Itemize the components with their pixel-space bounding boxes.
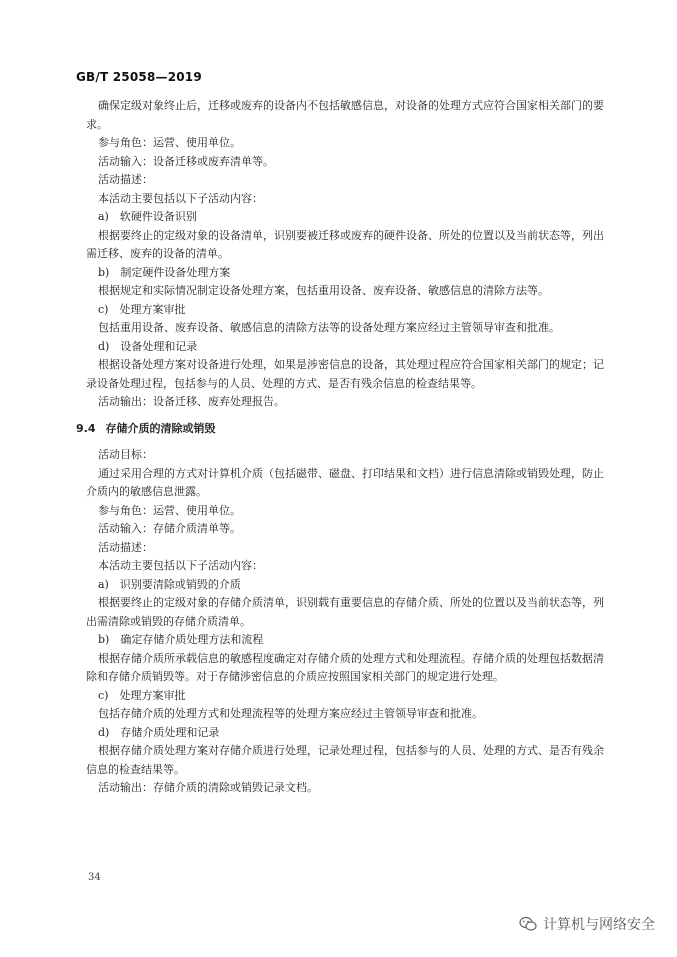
list-item-heading: a) 识别要清除或销毁的介质 <box>98 577 241 591</box>
watermark <box>519 914 655 934</box>
page-number: 34 <box>88 872 101 883</box>
paragraph: 包括重用设备、废弃设备、敏感信息的清除方法等的设备处理方案应经过主管领导审查和批准。 <box>98 321 560 334</box>
bottom-paragraphs <box>86 446 606 798</box>
list-item-heading: b) 确定存储介质处理方法和流程 <box>98 633 264 646</box>
paragraph: 包括存储介质的处理方式和处理流程等的处理方案应经过主管领导审查和批准。 <box>98 707 483 720</box>
paragraph: 确保定级对象终止后，迁移或废弃的设备内不包括敏感信息，对设备的处理方式应符合国家相关部门的要求。 <box>86 99 604 131</box>
list-item-heading: b) 制定硬件设备处理方案 <box>98 265 231 279</box>
page-content <box>76 97 606 798</box>
paragraph: 本活动主要包括以下子活动内容： <box>98 191 263 205</box>
section-heading <box>76 420 606 439</box>
top-paragraphs <box>86 97 606 412</box>
section-title: 存储介质的清除或销毁 <box>105 421 216 435</box>
wechat-icon <box>519 916 537 932</box>
paragraph: 根据规定和实际情况制定设备处理方案，包括重用设备、废弃设备、敏感信息的清除方法等。 <box>98 284 549 297</box>
paragraph: 活动输入：设备迁移或废弃清单等。 <box>98 154 274 168</box>
paragraph: 参与角色：运营、使用单位。 <box>98 503 241 517</box>
paragraph: 活动描述： <box>98 540 153 554</box>
paragraph: 本活动主要包括以下子活动内容： <box>98 559 263 572</box>
watermark-text: 计算机与网络安全 <box>543 917 655 933</box>
standard-header: GB/T 25058—2019 <box>76 70 202 84</box>
paragraph: 通过采用合理的方式对计算机介质（包括磁带、磁盘、打印结果和文档）进行信息清除或销毁处理，防止介质内的敏感信息泄露。 <box>86 466 604 498</box>
list-item-heading: d) 存储介质处理和记录 <box>98 725 220 739</box>
paragraph: 活动输出：存储介质的清除或销毁记录文档。 <box>98 781 318 794</box>
paragraph: 活动目标： <box>98 448 153 461</box>
paragraph: 活动输出：设备迁移、废弃处理报告。 <box>98 395 285 408</box>
paragraph: 根据要终止的定级对象的设备清单，识别要被迁移或废弃的硬件设备、所处的位置以及当前状态等，列出需迁移、废弃的设备的清单。 <box>86 228 604 260</box>
paragraph: 活动输入：存储介质清单等。 <box>98 522 241 535</box>
paragraph: 根据存储介质所承载信息的敏感程度确定对存储介质的处理方式和处理流程。存储介质的处理包括数据清除和存储介质销毁等。对于存储涉密信息的介质应按照国家相关部门的规定进行处理。 <box>86 651 604 683</box>
paragraph: 根据设备处理方案对设备进行处理，如果是涉密信息的设备，其处理过程应符合国家相关部门的规定；记录设备处理过程，包括参与的人员、处理的方式、是否有残余信息的检查结果等。 <box>86 358 604 390</box>
list-item-heading: c) 处理方案审批 <box>98 302 186 316</box>
list-item-heading: d) 设备处理和记录 <box>98 339 198 353</box>
paragraph: 活动描述： <box>98 173 153 186</box>
paragraph: 根据存储介质处理方案对存储介质进行处理，记录处理过程，包括参与的人员、处理的方式、是否有残余信息的检查结果等。 <box>86 744 604 776</box>
paragraph: 根据要终止的定级对象的存储介质清单，识别载有重要信息的存储介质、所处的位置以及当前状态等，列出需清除或销毁的存储介质清单。 <box>86 596 604 628</box>
section-number: 9.4 <box>76 421 96 435</box>
list-item-heading: a) 软硬件设备识别 <box>98 210 197 223</box>
list-item-heading: c) 处理方案审批 <box>98 688 186 702</box>
paragraph: 参与角色：运营、使用单位。 <box>98 136 241 149</box>
